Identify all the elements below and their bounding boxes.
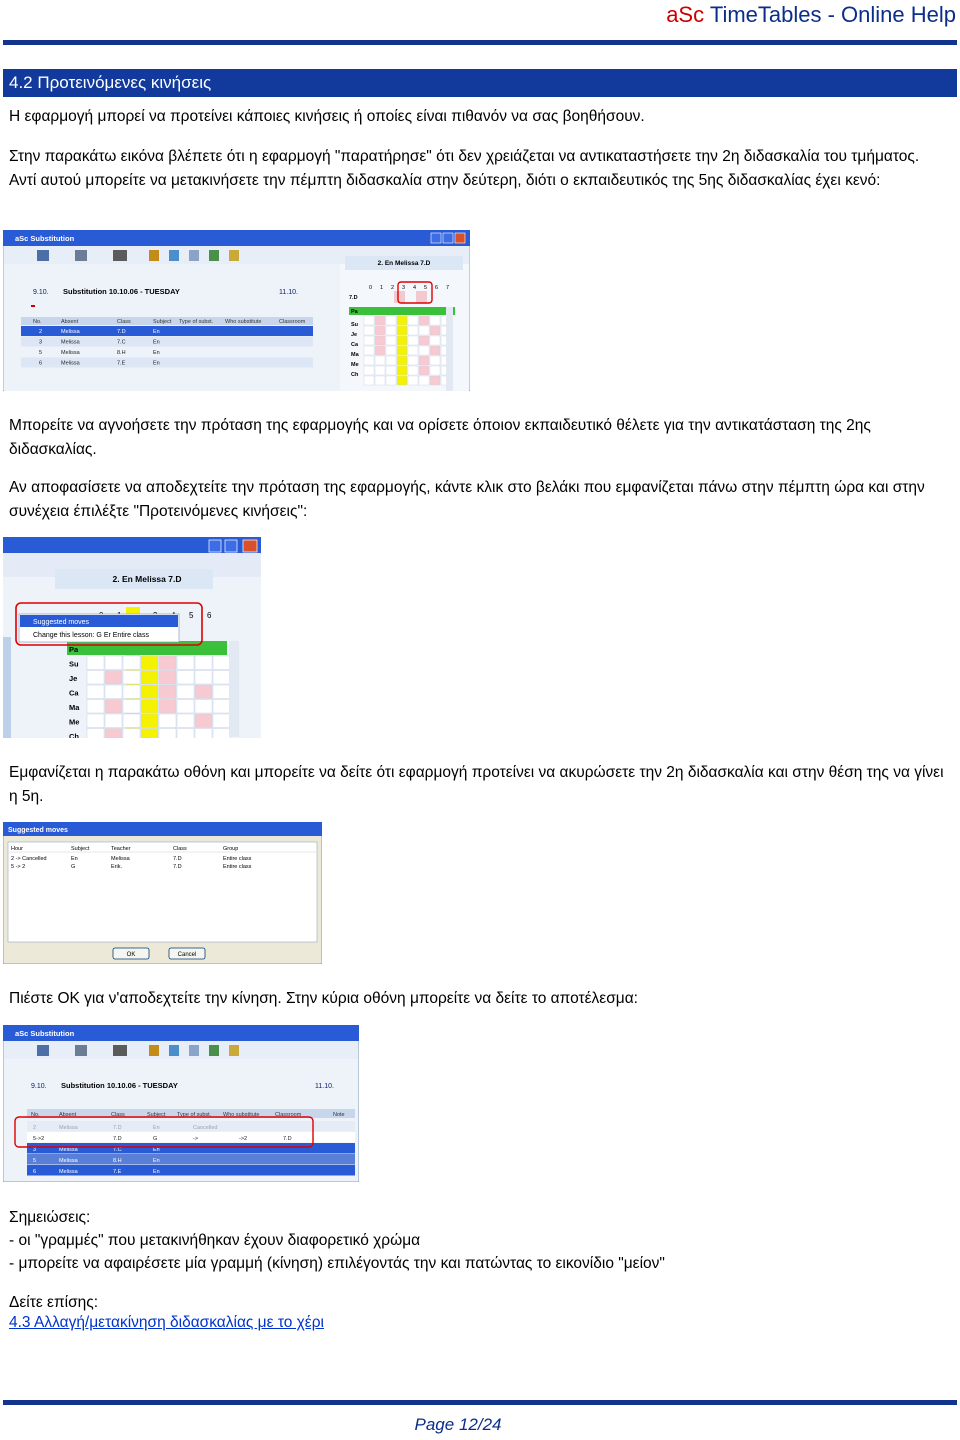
timetable-cell[interactable] xyxy=(87,700,104,714)
timetable-cell[interactable] xyxy=(375,366,385,375)
timetable-cell[interactable] xyxy=(141,656,158,670)
column-header: Subject xyxy=(153,319,172,325)
table-cell: En xyxy=(153,1125,160,1131)
paragraph-5: Εμφανίζεται η παρακάτω οθόνη και μπορείτε να δείτε ότι εφαρμογή προτείνει να ακυρώσετε την 2η διδασκαλία και στην θέση της να γίνει η 5η. xyxy=(9,764,944,805)
day-label: Je xyxy=(69,674,78,683)
table-cell: 7.D xyxy=(113,1136,122,1142)
table-cell: 5->2 xyxy=(33,1136,45,1142)
header-divider xyxy=(3,40,957,45)
timetable-cell[interactable] xyxy=(105,729,122,739)
table-cell: -> xyxy=(193,1136,199,1142)
column-header: Who substitute xyxy=(225,319,262,325)
table-cell: Melissa xyxy=(59,1169,78,1175)
timetable-cell[interactable] xyxy=(159,671,176,685)
table-cell: Melissa xyxy=(61,350,80,356)
table-cell: 8.H xyxy=(117,350,126,356)
timetable-cell[interactable] xyxy=(105,671,122,685)
table-cell: 7.C xyxy=(117,339,126,346)
column-header: Absent xyxy=(61,319,79,325)
table-cell: 6 xyxy=(33,1169,37,1175)
column-header: Absent xyxy=(59,1112,77,1118)
toolbar-icon[interactable] xyxy=(37,250,49,261)
hour-label: 6 xyxy=(435,285,439,291)
timetable-cell[interactable] xyxy=(430,326,440,335)
timetable-cell[interactable] xyxy=(419,356,429,365)
maximize-button[interactable] xyxy=(225,540,237,552)
substitution-heading: Substitution 10.10.06 - TUESDAY xyxy=(61,1081,178,1090)
timetable-cell[interactable] xyxy=(408,326,418,335)
day-label: Ca xyxy=(351,342,359,348)
timetable-cell[interactable] xyxy=(375,376,385,385)
timetable-cell[interactable] xyxy=(105,656,122,670)
column-header: Who substitute xyxy=(223,1112,260,1118)
timetable-cell[interactable] xyxy=(105,700,122,714)
timetable-cell[interactable] xyxy=(364,336,374,345)
table-cell: ->2 xyxy=(239,1136,248,1142)
table-cell: Entire class xyxy=(223,864,252,870)
timetable-cell[interactable] xyxy=(375,346,385,355)
timetable-cell[interactable] xyxy=(159,685,176,699)
column-header: Type of subst. xyxy=(177,1112,212,1118)
paragraph-6: Πιέστε ΟΚ για ν'αποδεχτείτε την κίνηση. Στην κύρια οθόνη μπορείτε να δείτε το αποτέλεσμα: xyxy=(9,990,638,1007)
timetable-cell[interactable] xyxy=(430,336,440,345)
timetable-cell[interactable] xyxy=(430,356,440,365)
timetable-cell[interactable] xyxy=(195,700,212,714)
timetable-cell[interactable] xyxy=(397,366,407,375)
timetable-cell[interactable] xyxy=(375,356,385,365)
table-row[interactable] xyxy=(27,1132,355,1143)
column-header: Subject xyxy=(147,1112,166,1118)
table-cell: 7.C xyxy=(113,1147,122,1153)
table-cell: En xyxy=(153,350,160,356)
timetable-cell[interactable] xyxy=(397,376,407,385)
timetable-cell[interactable] xyxy=(386,326,396,335)
cancel-button-label: Cancel xyxy=(177,952,197,958)
toolbar-icon[interactable] xyxy=(169,1045,179,1056)
menu-item-change-lesson[interactable]: Change this lesson: G Er Entire class xyxy=(33,632,149,639)
timetable-cell[interactable] xyxy=(386,336,396,345)
timetable-cell[interactable] xyxy=(397,326,407,335)
timetable-cell[interactable] xyxy=(195,685,212,699)
timetable-cell[interactable] xyxy=(105,685,122,699)
timetable-cell[interactable] xyxy=(419,336,429,345)
substitution-heading: Substitution 10.10.06 - TUESDAY xyxy=(63,287,180,296)
table-cell: Melissa xyxy=(61,360,80,367)
table-cell: 2 xyxy=(39,329,43,335)
timetable-cell[interactable] xyxy=(397,336,407,345)
toolbar-icon[interactable] xyxy=(37,1045,49,1056)
table-cell: En xyxy=(153,1169,160,1175)
header-brand: aSc xyxy=(666,2,705,27)
timetable-cell[interactable] xyxy=(195,671,212,685)
column-header: Subject xyxy=(71,846,90,852)
close-button[interactable] xyxy=(455,233,465,243)
day-label: Me xyxy=(351,362,359,368)
column-header: Hour xyxy=(11,846,23,852)
timetable-cell[interactable] xyxy=(386,376,396,385)
timetable-cell[interactable] xyxy=(213,685,230,699)
prev-date[interactable]: 9.10. xyxy=(31,1083,47,1090)
hour-label: 3 xyxy=(402,285,406,291)
timetable-cell[interactable] xyxy=(419,366,429,375)
column-header: Class xyxy=(117,319,131,325)
timetable-cell[interactable] xyxy=(177,729,194,739)
printer-icon[interactable] xyxy=(113,250,127,261)
screenshot-result xyxy=(3,1025,359,1182)
column-header: Class xyxy=(111,1112,125,1118)
day-label: Je xyxy=(351,332,358,338)
table-cell: Cancelled xyxy=(193,1125,218,1131)
table-cell: 5 xyxy=(33,1158,37,1164)
hour-label: 1 xyxy=(380,285,384,291)
column-header: Group xyxy=(223,846,239,852)
next-date[interactable]: 11.10. xyxy=(279,289,298,296)
timetable-cell[interactable] xyxy=(364,376,374,385)
table-cell: 2 -> Cancelled xyxy=(11,856,47,862)
toolbar-icon[interactable] xyxy=(209,1045,219,1056)
timetable-cell[interactable] xyxy=(213,671,230,685)
printer-icon[interactable] xyxy=(113,1045,127,1056)
table-cell: 7.D xyxy=(117,329,126,335)
timetable-cell[interactable] xyxy=(375,316,385,325)
day-label: Su xyxy=(351,322,359,328)
timetable-cell[interactable] xyxy=(386,346,396,355)
table-cell: Melissa xyxy=(61,339,80,346)
timetable-cell[interactable] xyxy=(87,714,104,728)
table-cell: En xyxy=(153,1147,160,1153)
menu-item-label: Suggested moves xyxy=(33,619,90,626)
timetable-cell[interactable] xyxy=(177,671,194,685)
notes-line-1: - οι "γραμμές" που μετακινήθηκαν έχουν διαφορετικό χρώμα xyxy=(9,1232,421,1249)
table-cell: Melissa xyxy=(59,1125,78,1131)
table-cell: En xyxy=(71,856,78,862)
table-cell: Entire class xyxy=(223,856,252,862)
timetable-cell[interactable] xyxy=(123,671,140,685)
timetable-cell[interactable] xyxy=(159,700,176,714)
timetable-cell[interactable] xyxy=(408,356,418,365)
timetable-cell[interactable] xyxy=(141,685,158,699)
timetable-cell[interactable] xyxy=(430,346,440,355)
table-cell: 7.D xyxy=(113,1125,122,1131)
timetable-cell[interactable] xyxy=(386,366,396,375)
minimize-button[interactable] xyxy=(431,233,441,243)
timetable-cell[interactable] xyxy=(195,714,212,728)
day-label: Ch xyxy=(69,732,79,738)
timetable-cell[interactable] xyxy=(408,346,418,355)
timetable-cell[interactable] xyxy=(375,336,385,345)
table-cell: 7.D xyxy=(173,864,182,870)
timetable-cell[interactable] xyxy=(364,316,374,325)
timetable-cell[interactable] xyxy=(141,671,158,685)
timetable-cell[interactable] xyxy=(141,700,158,714)
timetable-cell[interactable] xyxy=(141,729,158,739)
timetable-cell[interactable] xyxy=(177,656,194,670)
timetable-cell[interactable] xyxy=(123,656,140,670)
day-label: Me xyxy=(69,717,80,727)
column-header: Classroom xyxy=(279,319,306,325)
day-label: Ch xyxy=(351,372,359,378)
timetable-cell[interactable] xyxy=(141,714,158,728)
table-cell: 2 xyxy=(33,1125,37,1131)
column-header: Class xyxy=(173,846,187,852)
hour-label: 7 xyxy=(446,285,450,291)
panel-title: 2. En Melissa 7.D xyxy=(112,574,182,584)
day-label: Su xyxy=(69,659,79,669)
timetable-cell[interactable] xyxy=(386,356,396,365)
timetable-cell[interactable] xyxy=(419,316,429,325)
screenshot-substitution xyxy=(3,230,470,391)
column-header: No. xyxy=(31,1112,40,1118)
section-title: 4.2 Προτεινόμενες κινήσεις xyxy=(3,69,957,97)
timetable-cell[interactable] xyxy=(87,729,104,739)
window-title: aSc Substitution xyxy=(15,234,75,243)
toolbar-icon[interactable] xyxy=(189,1045,199,1056)
moves-table xyxy=(8,842,317,942)
timetable-cell[interactable] xyxy=(419,376,429,385)
table-cell: Melissa xyxy=(59,1158,78,1164)
timetable-cell[interactable] xyxy=(386,316,396,325)
day-label: Pa xyxy=(351,309,358,315)
notes-line-2: - μπορείτε να αφαιρέσετε μία γραμμή (κίνηση) επιλέγοντάς την και πατώντας το εικονίδιο "μείον" xyxy=(9,1255,665,1272)
table-cell: 5 -> 2 xyxy=(11,864,26,870)
timetable-cell[interactable] xyxy=(87,656,104,670)
timetable-cell[interactable] xyxy=(177,700,194,714)
toolbar-icon[interactable] xyxy=(149,250,159,261)
timetable-cell[interactable] xyxy=(195,656,212,670)
timetable-cell[interactable] xyxy=(159,656,176,670)
header-title xyxy=(666,2,956,28)
timetable-cell[interactable] xyxy=(364,356,374,365)
see-also-label: Δείτε επίσης: xyxy=(9,1294,99,1311)
see-also-link[interactable]: 4.3 Αλλαγή/μετακίνηση διδασκαλίας με το χέρι xyxy=(9,1314,324,1331)
timetable-cell[interactable] xyxy=(87,671,104,685)
hour-label: 4 xyxy=(413,285,417,291)
table-cell: 7.E xyxy=(117,360,126,367)
prev-date[interactable]: 9.10. xyxy=(33,289,49,296)
ok-button-label: OK xyxy=(126,952,136,958)
toolbar-icon[interactable] xyxy=(189,250,199,261)
screenshot-suggested-moves xyxy=(3,822,322,964)
timetable-cell[interactable] xyxy=(177,685,194,699)
timetable-cell[interactable] xyxy=(87,685,104,699)
timetable-cell[interactable] xyxy=(408,316,418,325)
close-button[interactable] xyxy=(243,540,257,552)
timetable-cell[interactable] xyxy=(408,336,418,345)
timetable-cell[interactable] xyxy=(123,700,140,714)
table-cell: En xyxy=(153,329,160,335)
timetable-cell[interactable] xyxy=(397,356,407,365)
table-cell: Melissa xyxy=(61,329,80,335)
column-header: Type of subst. xyxy=(179,319,214,325)
table-cell: En xyxy=(153,360,160,367)
toolbar-icon[interactable] xyxy=(229,250,239,261)
table-cell: 5 xyxy=(39,350,43,356)
column-header: Classroom xyxy=(275,1112,302,1118)
timetable-cell[interactable] xyxy=(419,326,429,335)
table-cell: 3 xyxy=(33,1147,37,1153)
table-cell: En xyxy=(153,1158,160,1164)
next-date[interactable]: 11.10. xyxy=(315,1083,334,1090)
header-title-text: TimeTables - Online Help xyxy=(704,2,956,27)
table-cell: 7.E xyxy=(113,1169,122,1175)
hour-label: 0 xyxy=(369,285,373,291)
day-label: Ca xyxy=(69,688,79,698)
timetable-cell[interactable] xyxy=(213,700,230,714)
column-header: Note xyxy=(333,1112,345,1118)
table-cell: 3 xyxy=(39,339,43,346)
timetable-cell[interactable] xyxy=(430,366,440,375)
day-label: Ma xyxy=(351,352,359,358)
table-cell: G xyxy=(153,1136,158,1142)
screenshot-context-menu xyxy=(3,537,261,738)
timetable-cell[interactable] xyxy=(159,714,176,728)
table-cell: Erik. xyxy=(111,864,122,870)
timetable-cell[interactable] xyxy=(195,729,212,739)
table-cell: 7.D xyxy=(173,856,182,862)
toolbar-icon[interactable] xyxy=(75,250,87,261)
timetable-cell[interactable] xyxy=(123,714,140,728)
hour-label: 5 xyxy=(424,285,428,291)
page-number: Page 12/24 xyxy=(414,1415,502,1434)
minus-icon[interactable] xyxy=(31,305,35,307)
day-label: Ma xyxy=(69,703,80,712)
toolbar-icon[interactable] xyxy=(169,250,179,261)
dialog-title: Suggested moves xyxy=(8,827,68,834)
footer-divider xyxy=(3,1400,957,1405)
table-cell: 6 xyxy=(39,360,43,367)
paragraph-3: Μπορείτε να αγνοήσετε την πρόταση της εφαρμογής και να ορίσετε όποιον εκπαιδευτικό θέλετε για την αντικατάσταση της 2ης διδασκαλίας. xyxy=(9,417,871,458)
timetable-cell[interactable] xyxy=(408,376,418,385)
minimize-button[interactable] xyxy=(209,540,221,552)
panel-title: 2. En Melissa 7.D xyxy=(377,260,431,267)
timetable-cell[interactable] xyxy=(364,346,374,355)
column-header: No. xyxy=(33,319,42,325)
paragraph-1: Η εφαρμογή μπορεί να προτείνει κάποιες κινήσεις ή οποίες είναι πιθανόν να σας βοηθήσουν. xyxy=(9,108,645,125)
timetable-cell[interactable] xyxy=(123,685,140,699)
toolbar-icon[interactable] xyxy=(209,250,219,261)
timetable-cell[interactable] xyxy=(419,346,429,355)
table-cell: En xyxy=(153,339,160,346)
timetable-cell[interactable] xyxy=(177,714,194,728)
timetable-cell[interactable] xyxy=(159,729,176,739)
table-cell: 8.H xyxy=(113,1158,122,1164)
table-cell: Melissa xyxy=(111,856,130,862)
paragraph-4: Αν αποφασίσετε να αποδεχτείτε την πρόταση της εφαρμογής, κάντε κλικ στο βελάκι που εμφανίζεται πάνω στην πέμπτη ώρα και στην συνέχεια έπιλέξτε "Προτεινόμενες κινήσεις": xyxy=(9,479,925,520)
paragraph-2: Στην παρακάτω εικόνα βλέπετε ότι η εφαρμογή "παρατήρησε" ότι δεν χρειάζεται να αντικαταστήσετε την 2η διδασκαλία του τμήματος. Αντί αυτού μπορείτε να μετακινήσετε την πέμπτη διδασκαλία στην δεύτερη, διότι ο εκπαιδευτικός της 5ης διδασκαλίας έχει κενό: xyxy=(9,148,920,189)
maximize-button[interactable] xyxy=(443,233,453,243)
timetable-cell[interactable] xyxy=(397,346,407,355)
timetable-cell[interactable] xyxy=(397,316,407,325)
hour-label: 2 xyxy=(391,285,395,291)
timetable-cell[interactable] xyxy=(430,376,440,385)
window-title: aSc Substitution xyxy=(15,1029,75,1038)
table-cell: G xyxy=(71,864,76,870)
timetable-cell[interactable] xyxy=(408,366,418,375)
timetable-cell[interactable] xyxy=(430,316,440,325)
toolbar-icon[interactable] xyxy=(75,1045,87,1056)
table-cell: 7.D xyxy=(283,1136,292,1142)
timetable-cell[interactable] xyxy=(375,326,385,335)
timetable-cell[interactable] xyxy=(364,326,374,335)
timetable-cell[interactable] xyxy=(105,714,122,728)
notes-title: Σημειώσεις: xyxy=(9,1209,91,1226)
toolbar-icon[interactable] xyxy=(149,1045,159,1056)
day-label: Pa xyxy=(69,645,79,654)
timetable-cell[interactable] xyxy=(213,729,230,739)
hour-label: 5 xyxy=(189,611,194,620)
timetable-cell[interactable] xyxy=(123,729,140,739)
table-cell: Melissa xyxy=(59,1147,78,1153)
toolbar-icon[interactable] xyxy=(229,1045,239,1056)
column-header: Teacher xyxy=(111,846,131,852)
timetable-cell[interactable] xyxy=(213,714,230,728)
timetable-cell[interactable] xyxy=(364,366,374,375)
hour-label: 6 xyxy=(207,611,212,620)
timetable-cell[interactable] xyxy=(213,656,230,670)
panel-class: 7.D xyxy=(349,295,358,301)
